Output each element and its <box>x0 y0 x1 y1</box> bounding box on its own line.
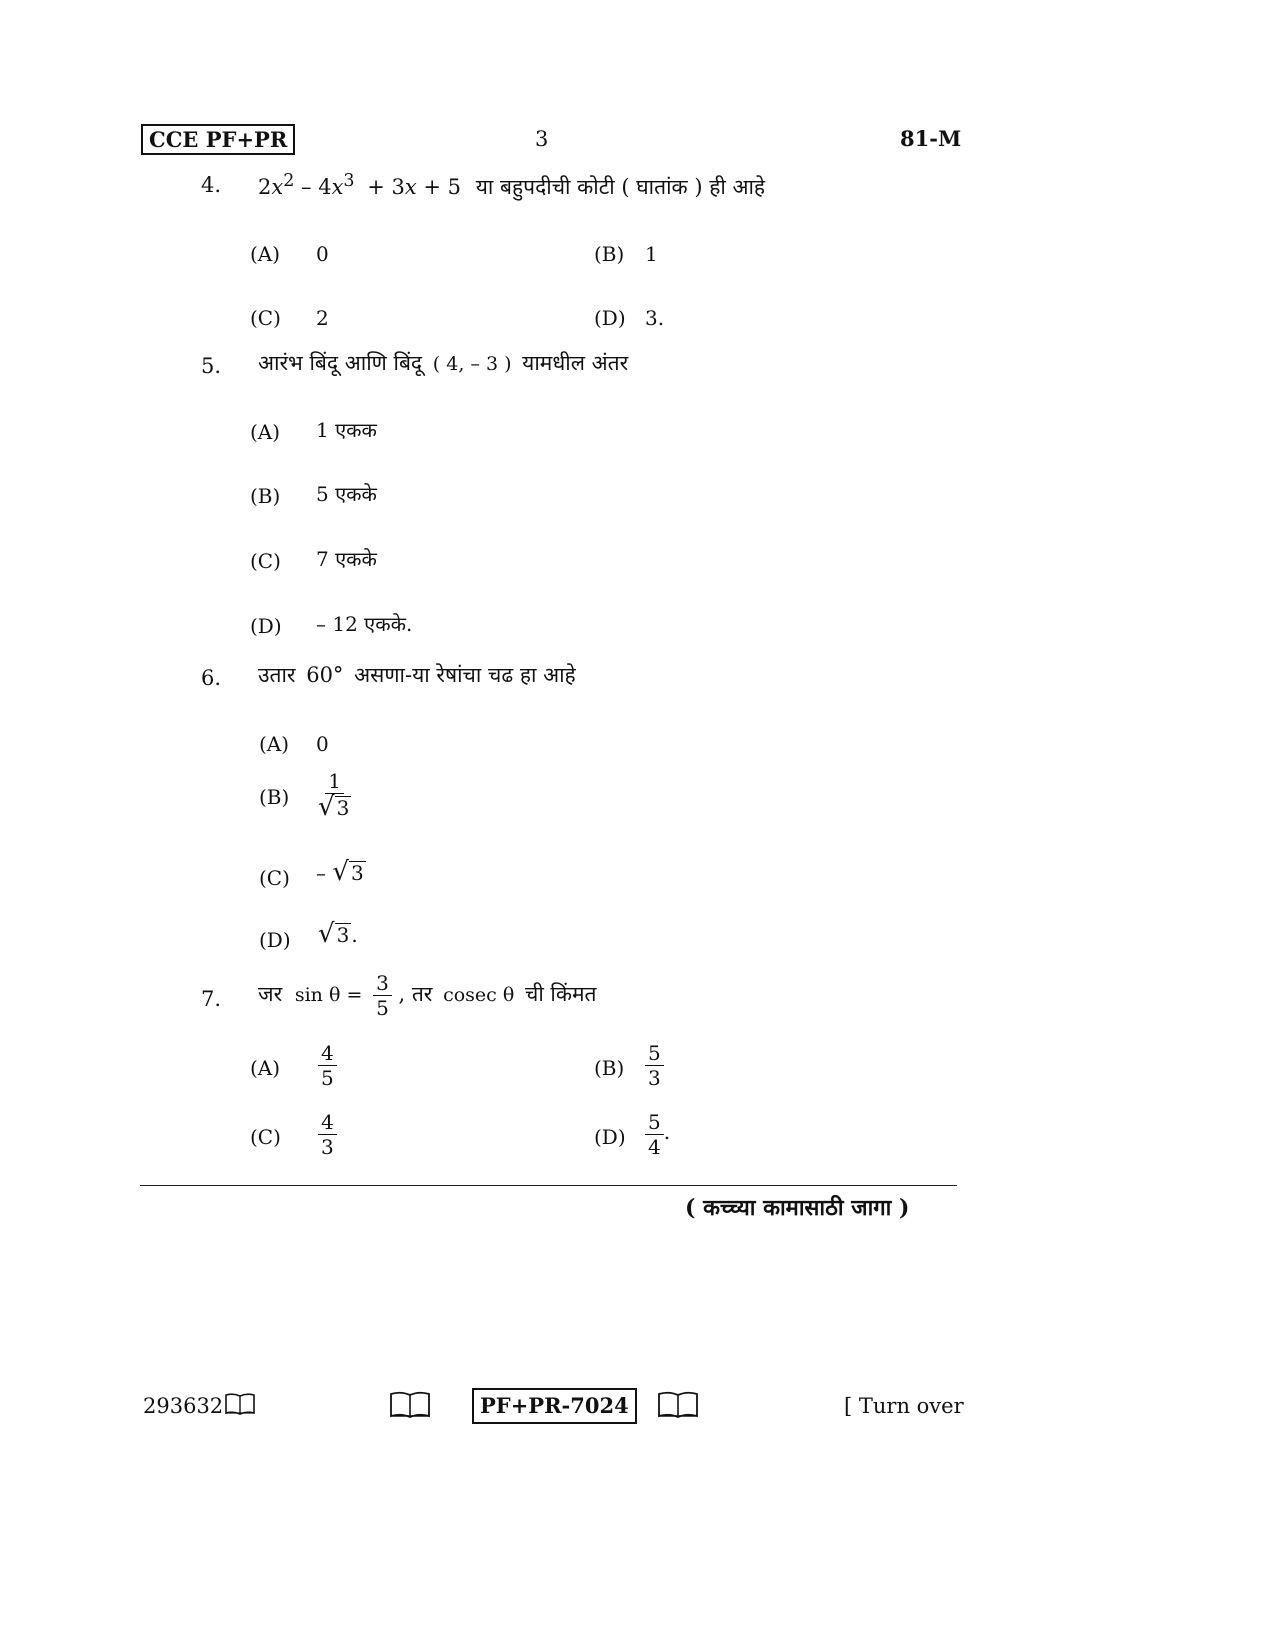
option-label: (B) <box>259 785 290 809</box>
option-label: (C) <box>259 866 290 890</box>
book-icon <box>224 1392 256 1416</box>
question-number: 6. <box>201 666 222 690</box>
question-number: 4. <box>201 173 222 197</box>
option-label: (A) <box>250 242 281 266</box>
fraction: $\frac{5}{3}$ <box>645 1042 664 1089</box>
option-value: 5 एकके <box>316 482 377 506</box>
option-label: (A) <box>250 420 281 444</box>
question-number: 7. <box>201 987 222 1011</box>
option-value: 0 <box>316 242 329 266</box>
option-value: 3. <box>645 306 665 330</box>
question-7-text: जर sin θ = $\frac{3}{5}$ , तर cosec θ ची किंमत <box>258 971 597 1020</box>
option-label: (B) <box>594 242 625 266</box>
question-number: 5. <box>201 354 222 378</box>
rough-work-heading: ( कच्च्या कामासाठी जागा ) <box>685 1195 910 1221</box>
option-value: √ 3 . <box>318 919 358 949</box>
option-label: (A) <box>259 732 290 756</box>
separator-line <box>140 1185 957 1186</box>
option-label: (D) <box>594 1125 626 1149</box>
option-label: (D) <box>250 614 282 638</box>
fraction: 1 √ 3 <box>318 769 350 822</box>
option-label: (C) <box>250 1125 281 1149</box>
book-icon <box>389 1390 431 1420</box>
option-value: 1 <box>645 242 658 266</box>
option-value: 0 <box>316 732 329 756</box>
option-label: (B) <box>250 484 281 508</box>
option-label: (C) <box>250 549 281 573</box>
option-label: (C) <box>250 306 281 330</box>
paper-code-box: PF+PR-7024 <box>472 1388 637 1424</box>
fraction: $\frac{5}{4}$ . <box>645 1111 670 1158</box>
option-label: (A) <box>250 1056 281 1080</box>
turn-over-note: [ Turn over <box>844 1394 964 1418</box>
option-label: (D) <box>259 928 291 952</box>
page-number: 3 <box>535 127 549 151</box>
question-5-text: आरंभ बिंदू आणि बिंदू ( 4, – 3 ) यामधील अंतर <box>258 351 629 375</box>
fraction: $\frac{4}{3}$ <box>318 1111 337 1158</box>
question-4-text: $2x^2 - 4x^3 + 3x + 5$ या बहुपदीची कोटी ( घातांक ) ही आहे <box>258 171 766 199</box>
option-value: 7 एकके <box>316 547 377 571</box>
fraction: $\frac{4}{5}$ <box>318 1042 337 1089</box>
option-value: 2 <box>316 306 329 330</box>
option-value: 1 एकक <box>316 418 377 442</box>
paper-tag: CCE PF+PR <box>141 124 295 155</box>
option-value: – 12 एकके. <box>316 612 413 636</box>
serial-number: 293632 <box>143 1394 224 1418</box>
book-icon <box>657 1390 699 1420</box>
option-label: (D) <box>594 306 626 330</box>
question-6-text: उतार 60° असणा-या रेषांचा चढ हा आहे <box>258 663 576 687</box>
option-label: (B) <box>594 1056 625 1080</box>
paper-code: 81-M <box>900 126 962 151</box>
option-value: – √ 3 <box>316 857 364 887</box>
